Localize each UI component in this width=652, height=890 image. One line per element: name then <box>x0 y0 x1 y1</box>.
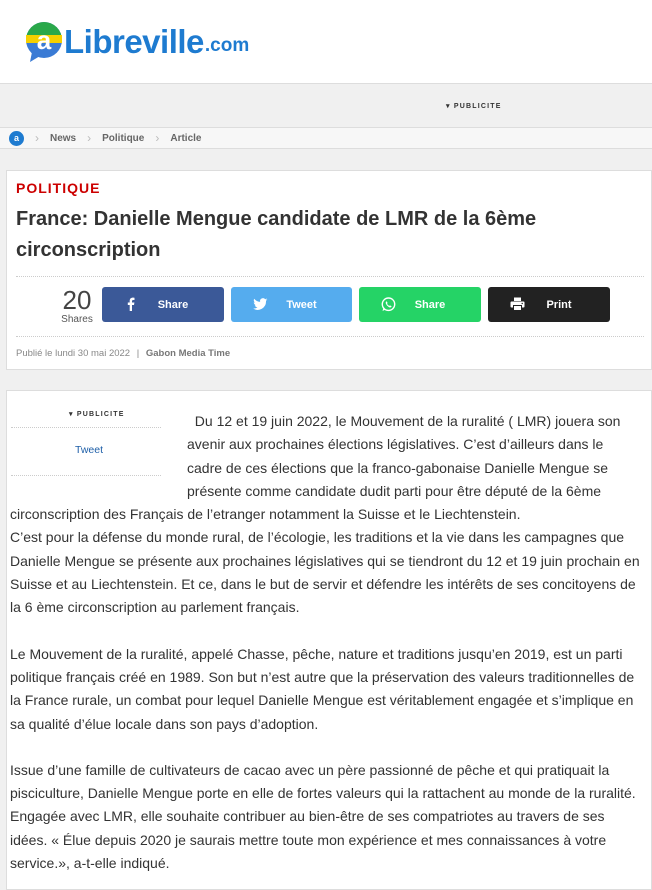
article-source[interactable]: Gabon Media Time <box>145 348 231 359</box>
twitter-share-button[interactable]: Tweet <box>231 287 352 322</box>
share-count-number: 20 <box>62 285 92 315</box>
chevron-right-icon: › <box>87 131 92 145</box>
share-count <box>55 286 99 325</box>
breadcrumb <box>0 127 652 149</box>
inline-ad <box>11 397 174 487</box>
breadcrumb-news[interactable]: News <box>50 132 77 144</box>
breadcrumb-politique[interactable]: Politique <box>102 132 145 144</box>
publish-date: Publié le lundi 30 mai 2022 <box>16 348 131 359</box>
ad-banner <box>0 88 652 128</box>
paragraph: Issue d’une famille de cultivateurs de cacao avec un père passionné de pêche et qui pratiquait la pisciculture, Danielle Mengue porte en elle de fortes valeurs qui la rattachent au monde de la ruralité. Engagée avec LMR, elle souhaite contribuer au bien-être de ses compatriotes au travers de ses idées. « Élue depuis 2020 je saurais mettre toute mon expérience et mes connaissances à votre service.», a-t-elle indiqué. <box>10 761 636 872</box>
paragraph: Le Mouvement de la ruralité, appelé Chasse, pêche, nature et traditions jusqu’en 2019, est un parti politique français créé en 1989. Son but n’est autre que la préservation des valeurs traditionnelles de la France rurale, un combat pour lequel Danielle Mengue est véritablement engagée et s’implique en sa qualité d’élue locale dans son pays d’adoption. <box>10 645 635 732</box>
ad-label: ▾ PUBLICITE <box>69 411 125 418</box>
divider <box>11 475 161 476</box>
site-header <box>0 0 652 84</box>
article-header <box>6 170 652 370</box>
logo-domain: .com <box>204 35 250 56</box>
paragraph: Du 12 et 19 juin 2022, le Mouvement de la ruralité ( LMR) jouera son avenir aux prochaines élections législatives. C’est d’ailleurs dans le cadre de ces élections que la franco-gabonaise Danielle Mengue se présente comme candidate dudit parti pour être député de la 6ème circonscription des Français de l’etranger notamment la Suisse et le Liechtenstein. <box>10 413 625 523</box>
whatsapp-share-button[interactable]: Share <box>359 287 481 322</box>
print-button[interactable]: Print <box>488 287 610 322</box>
ad-label: ▾ PUBLICITE <box>446 103 502 110</box>
tweet-link[interactable]: Tweet <box>75 444 104 456</box>
facebook-icon <box>124 297 138 311</box>
article-meta: Publié le lundi 30 mai 2022 | Gabon Media Time <box>16 348 231 359</box>
twitter-icon <box>253 297 268 311</box>
article-title: France: Danielle Mengue candidate de LMR de la 6ème circonscription <box>16 208 537 261</box>
divider <box>16 276 644 277</box>
facebook-share-button[interactable]: Share <box>102 287 224 322</box>
article-category[interactable]: POLITIQUE <box>16 180 101 196</box>
article-body <box>6 390 652 890</box>
chevron-right-icon: › <box>35 131 39 145</box>
divider <box>16 336 644 337</box>
svg-text:a: a <box>36 25 52 55</box>
divider <box>11 427 161 428</box>
caret-down-icon: ▾ <box>69 411 74 418</box>
caret-down-icon: ▾ <box>446 103 451 110</box>
print-icon <box>510 297 525 311</box>
logo-wordmark: Libreville <box>64 23 204 60</box>
site-logo[interactable] <box>24 18 249 60</box>
chevron-right-icon: › <box>155 131 160 145</box>
breadcrumb-article: Article <box>170 132 202 144</box>
whatsapp-icon <box>381 297 396 312</box>
logo-badge-icon <box>24 18 64 60</box>
home-icon[interactable]: a <box>9 131 24 146</box>
paragraph: C’est pour la défense du monde rural, de l’écologie, les traditions et la vie dans les campagnes que Danielle Mengue se présente aux prochaines législatives qui se tiendront du 12 et 19 juin prochain en Suisse et au Liechtenstein. Et ce, dans le but de servir et défendre les intérêts de ses concitoyens de la 6 ème circonscription au parlement français. <box>10 529 640 616</box>
share-count-label: Shares <box>61 314 93 325</box>
